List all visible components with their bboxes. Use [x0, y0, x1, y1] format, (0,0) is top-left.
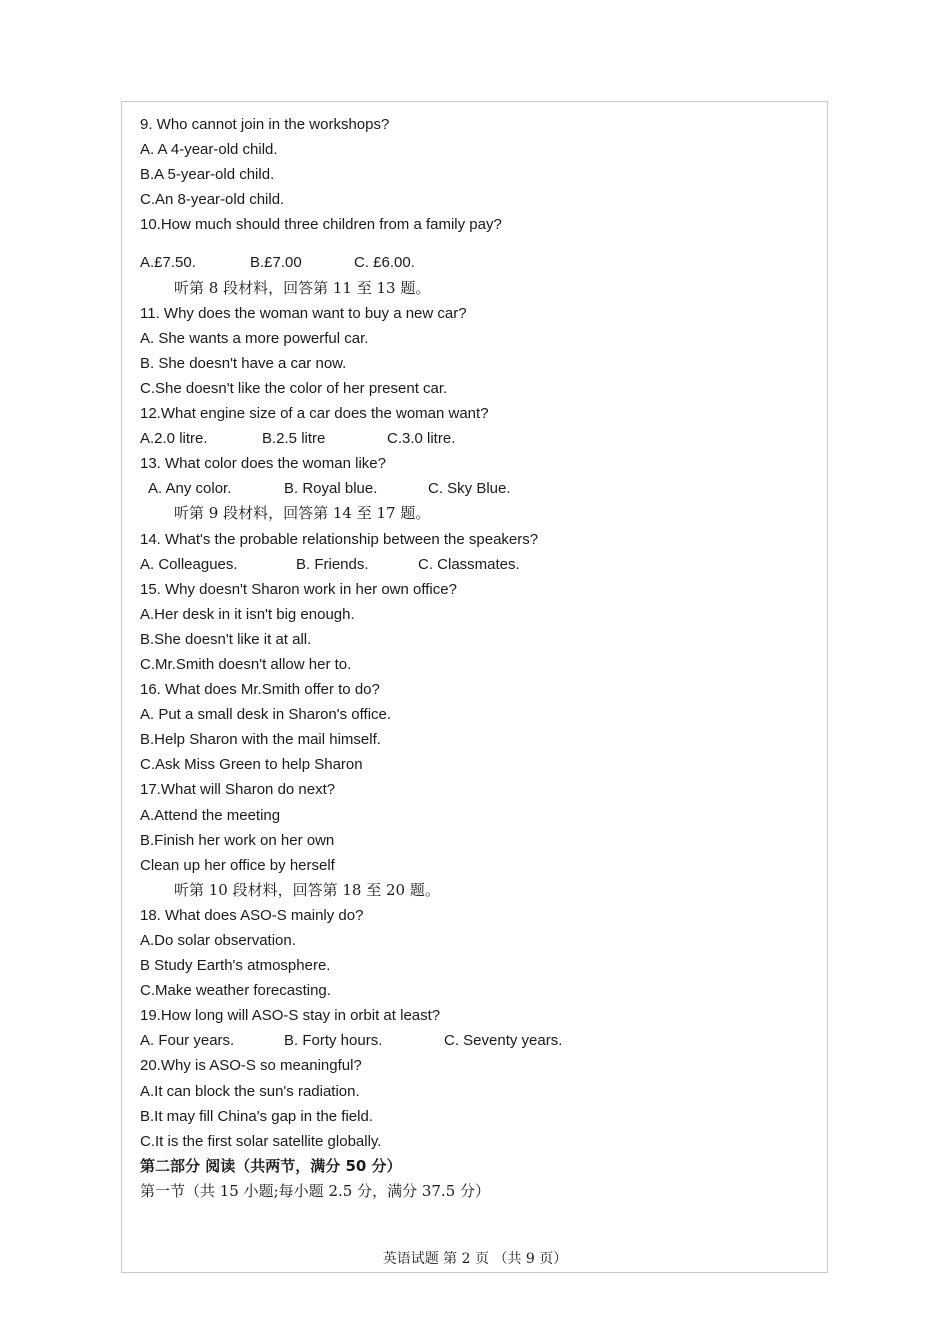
question-18: 18. What does ASO-S mainly do?: [140, 906, 364, 924]
q17-option-a: A.Attend the meeting: [140, 806, 281, 824]
q14-option-a: A. Colleagues.: [140, 555, 238, 573]
q18-option-c: C.Make weather forecasting.: [140, 982, 331, 1000]
exam-page-content: [140, 112, 810, 1204]
q17-option-b: B.Finish her work on her own: [140, 831, 335, 849]
q18-option-a: A.Do solar observation.: [140, 932, 296, 949]
q14-option-b: B. Friends.: [296, 555, 369, 573]
question-9: 9. Who cannot join in the workshops?: [140, 116, 390, 133]
question-13: 13. What color does the woman like?: [140, 455, 386, 473]
q14-option-c: C. Classmates.: [418, 555, 520, 573]
q19-options: [140, 1028, 810, 1053]
section-10-instruction: 听第 10 段材料，回答第 18 至 20 题。: [174, 880, 440, 899]
q20-option-a: A.It can block the sun's radiation.: [140, 1082, 360, 1100]
q18-option-b: B Study Earth's atmosphere.: [140, 957, 331, 975]
q9-option-a: A. A 4-year-old child.: [140, 141, 278, 159]
q10-options: [140, 250, 810, 275]
section-9-instruction: 听第 9 段材料，回答第 14 至 17 题。: [174, 504, 431, 523]
q10-option-c: C. £6.00.: [354, 254, 415, 272]
question-15: 15. Why doesn't Sharon work in her own office?: [140, 580, 457, 598]
q12-options: [140, 426, 810, 451]
question-17: 17.What will Sharon do next?: [140, 781, 336, 799]
q11-option-a: A. She wants a more powerful car.: [140, 329, 369, 347]
q12-option-c: C.3.0 litre.: [387, 430, 456, 448]
q13-option-c: C. Sky Blue.: [428, 480, 511, 498]
q9-option-c: C.An 8-year-old child.: [140, 191, 285, 209]
part-2-heading: 第二部分 阅读（共两节，满分 50 分）: [140, 1156, 402, 1175]
q15-option-c: C.Mr.Smith doesn't allow her to.: [140, 655, 352, 673]
question-20: 20.Why is ASO-S so meaningful?: [140, 1057, 362, 1075]
q10-option-a: A.£7.50.: [140, 254, 196, 272]
q19-option-b: B. Forty hours.: [284, 1032, 383, 1050]
question-14: 14. What's the probable relationship between the speakers?: [140, 530, 539, 548]
q19-option-a: A. Four years.: [140, 1032, 235, 1050]
q13-option-a: A. Any color.: [148, 480, 232, 498]
q12-option-b: B.2.5 litre: [262, 430, 326, 448]
question-12: 12.What engine size of a car does the woman want?: [140, 405, 489, 423]
q17-option-c: Clean up her office by herself: [140, 856, 335, 874]
q11-option-c: C.She doesn't like the color of her present car.: [140, 379, 448, 397]
q10-option-b: B.£7.00: [250, 254, 302, 272]
q9-option-b: B.A 5-year-old child.: [140, 166, 275, 184]
q13-option-b: B. Royal blue.: [284, 480, 378, 498]
q20-option-b: B.It may fill China's gap in the field.: [140, 1107, 373, 1125]
q20-option-c: C.It is the first solar satellite globally.: [140, 1132, 382, 1150]
q16-option-b: B.Help Sharon with the mail himself.: [140, 731, 381, 749]
q16-option-a: A. Put a small desk in Sharon's office.: [140, 706, 392, 724]
q15-option-b: B.She doesn't like it at all.: [140, 630, 312, 648]
question-16: 16. What does Mr.Smith offer to do?: [140, 681, 380, 699]
q16-option-c: C.Ask Miss Green to help Sharon: [140, 756, 363, 774]
q19-option-c: C. Seventy years.: [444, 1032, 563, 1050]
q11-option-b: B. She doesn't have a car now.: [140, 354, 347, 372]
q12-option-a: A.2.0 litre.: [140, 430, 208, 448]
page-footer: 英语试题 第 2 页 （共 9 页）: [382, 1251, 568, 1267]
q14-options: [140, 552, 810, 577]
question-10: 10.How much should three children from a family pay?: [140, 216, 502, 234]
part-2-section-1-heading: 第一节（共 15 小题;每小题 2.5 分，满分 37.5 分）: [140, 1181, 491, 1200]
question-19: 19.How long will ASO-S stay in orbit at least?: [140, 1007, 441, 1025]
question-11: 11. Why does the woman want to buy a new car?: [140, 304, 467, 322]
section-8-instruction: 听第 8 段材料，回答第 11 至 13 题。: [174, 278, 431, 297]
q15-option-a: A.Her desk in it isn't big enough.: [140, 605, 355, 623]
q13-options: [140, 476, 810, 501]
